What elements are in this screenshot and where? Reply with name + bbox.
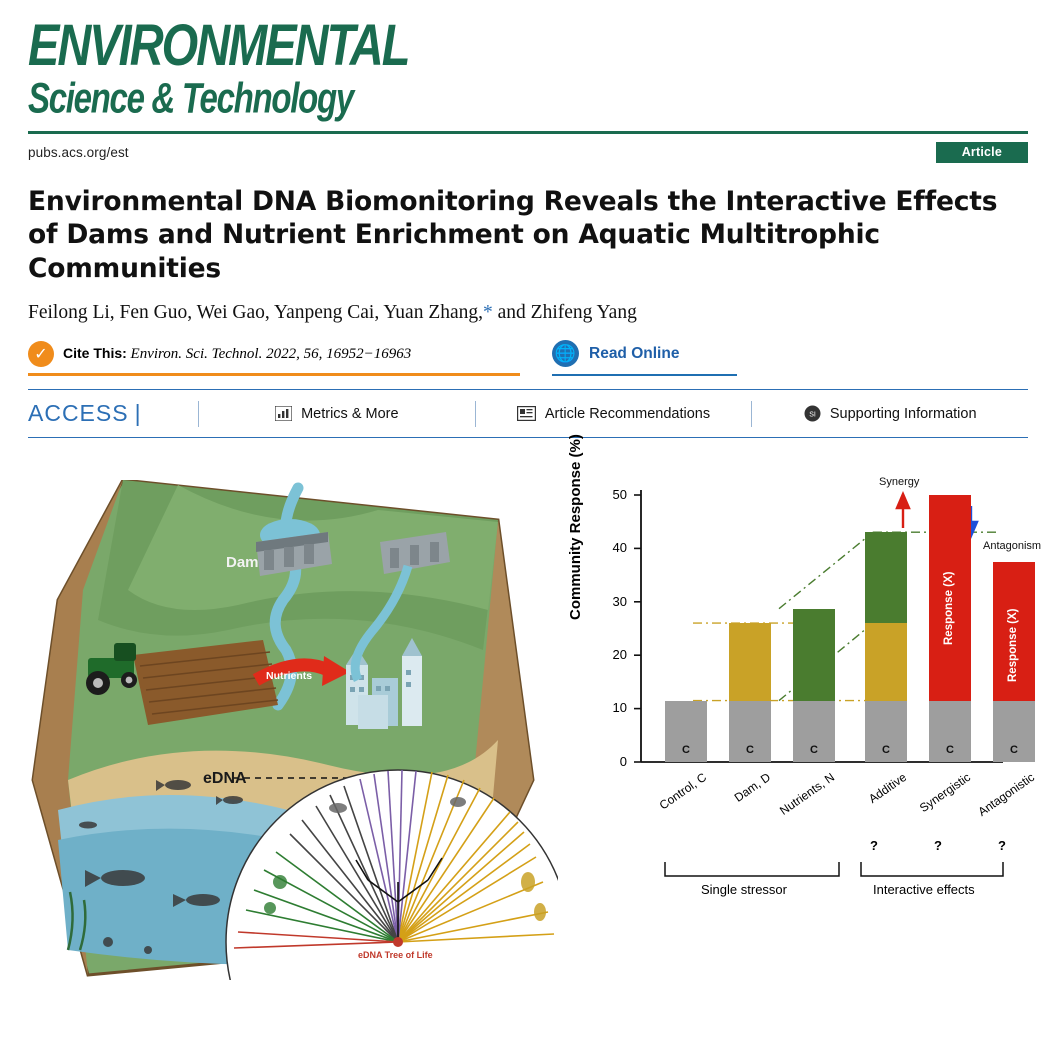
label-nutrients: Nutrients: [266, 670, 313, 683]
masthead-divider: [28, 131, 1028, 134]
author-names-tail: and Zhifeng Yang: [492, 302, 637, 324]
supporting-information-button[interactable]: [752, 405, 1028, 422]
author-list: [28, 302, 1028, 324]
bar-response-label-antagonistic: Response (X): [1007, 608, 1019, 683]
bar-segment-nutrients: [865, 532, 907, 623]
masthead-subbar: [28, 142, 1028, 163]
y-tick-50: 50: [612, 487, 627, 503]
read-online-label: Read Online: [589, 344, 680, 362]
y-tick-40: 40: [612, 540, 627, 556]
bar-dam: [729, 623, 771, 762]
x-tick-additive: Additive: [866, 770, 910, 807]
bar-segment-nutrients: [793, 609, 835, 701]
cite-bar: [28, 340, 1028, 367]
bar-additive: [865, 532, 907, 762]
y-tick-0: 0: [619, 754, 627, 770]
journal-masthead: [28, 0, 1028, 163]
annotation-synergy: Synergy: [879, 476, 920, 489]
journal-logo-line2: Science & Technology: [28, 73, 353, 122]
bar-control: [665, 701, 707, 762]
question-mark-antagonistic: ?: [998, 838, 1006, 854]
access-label: ACCESS: [28, 400, 129, 427]
x-tick-nutrients: Nutrients, N: [777, 770, 838, 818]
community-response-chart: [567, 434, 1056, 975]
check-circle-icon: ✓: [28, 341, 54, 367]
chart-y-axis-label: Community Response (%): [567, 434, 584, 621]
author-names: Feilong Li, Fen Guo, Wei Gao, Yanpeng Cai, Yuan Zhang,: [28, 302, 484, 324]
supporting-information-label: Supporting Information: [829, 405, 977, 422]
bar-nutrients: [793, 609, 835, 762]
bar-inner-label: C: [882, 744, 890, 757]
label-edna-tree-of-life: eDNA Tree of Life: [358, 950, 433, 961]
landscape-illustration: [28, 480, 558, 980]
access-link[interactable]: [28, 400, 198, 427]
group-label-interactive-effects: Interactive effects: [873, 882, 975, 898]
y-tick-10: 10: [612, 700, 627, 716]
read-online-underline: [552, 374, 737, 377]
access-bars-icon: |: [134, 400, 141, 427]
article-icon: [517, 406, 536, 421]
annotation-antagonism: Antagonism: [983, 540, 1042, 553]
bar-segment-dam: [729, 623, 771, 701]
corresponding-author-marker: *: [483, 302, 493, 324]
metrics-more-label: Metrics & More: [301, 405, 399, 422]
page-title: Environmental DNA Biomonitoring Reveals the Interactive Effects of Dams and Nutrient Enrichment on Aquatic Multitrophic Communities: [28, 186, 998, 284]
y-tick-30: 30: [612, 594, 627, 610]
bar-inner-label: C: [746, 744, 754, 757]
globe-icon: 🌐: [552, 340, 579, 367]
bar-inner-label: C: [810, 744, 818, 757]
y-tick-20: 20: [612, 647, 627, 663]
journal-url[interactable]: pubs.acs.org/est: [28, 145, 129, 161]
bar-response-label-synergistic: Response (X): [943, 571, 955, 646]
x-tick-antagonistic: Antagonistic: [975, 770, 1038, 820]
x-tick-synergistic: Synergistic: [916, 770, 974, 816]
article-recommendations-label: Article Recommendations: [544, 405, 711, 422]
question-mark-additive: ?: [870, 838, 878, 854]
bar-antagonistic: [993, 562, 1035, 762]
svg-text:SI: SI: [809, 411, 816, 419]
si-icon: [804, 405, 821, 422]
bar-synergistic: [929, 495, 971, 762]
graphical-abstract-figure: [28, 434, 1042, 984]
metrics-more-button[interactable]: [199, 406, 475, 422]
edna-tree-of-life: [218, 762, 558, 980]
journal-logo-line1: ENVIRONMENTAL: [28, 11, 409, 78]
bar-inner-label: C: [1010, 744, 1018, 757]
x-tick-control: Control, C: [656, 770, 710, 813]
access-bar: [28, 389, 1028, 438]
x-tick-dam: Dam, D: [731, 770, 774, 805]
cite-citation: Environ. Sci. Technol. 2022, 56, 16952−16963: [130, 345, 412, 362]
bar-segment-dam: [865, 623, 907, 701]
article-recommendations-button[interactable]: [476, 406, 752, 422]
group-label-single-stressor: Single stressor: [701, 882, 787, 898]
bar-inner-label: C: [946, 744, 954, 757]
label-dam: Dam: [226, 554, 259, 572]
read-online-button[interactable]: [552, 340, 737, 367]
cite-this-block[interactable]: [28, 341, 528, 367]
cite-this-label: Cite This:: [63, 344, 127, 361]
cite-text: [63, 345, 411, 363]
cite-underline: [28, 373, 520, 376]
label-edna: eDNA: [203, 770, 247, 788]
article-type-badge: Article: [936, 142, 1028, 163]
journal-logo: [28, 11, 409, 122]
question-mark-synergistic: ?: [934, 838, 942, 854]
bar-chart-icon: [275, 406, 292, 421]
bar-inner-label: C: [682, 744, 690, 757]
